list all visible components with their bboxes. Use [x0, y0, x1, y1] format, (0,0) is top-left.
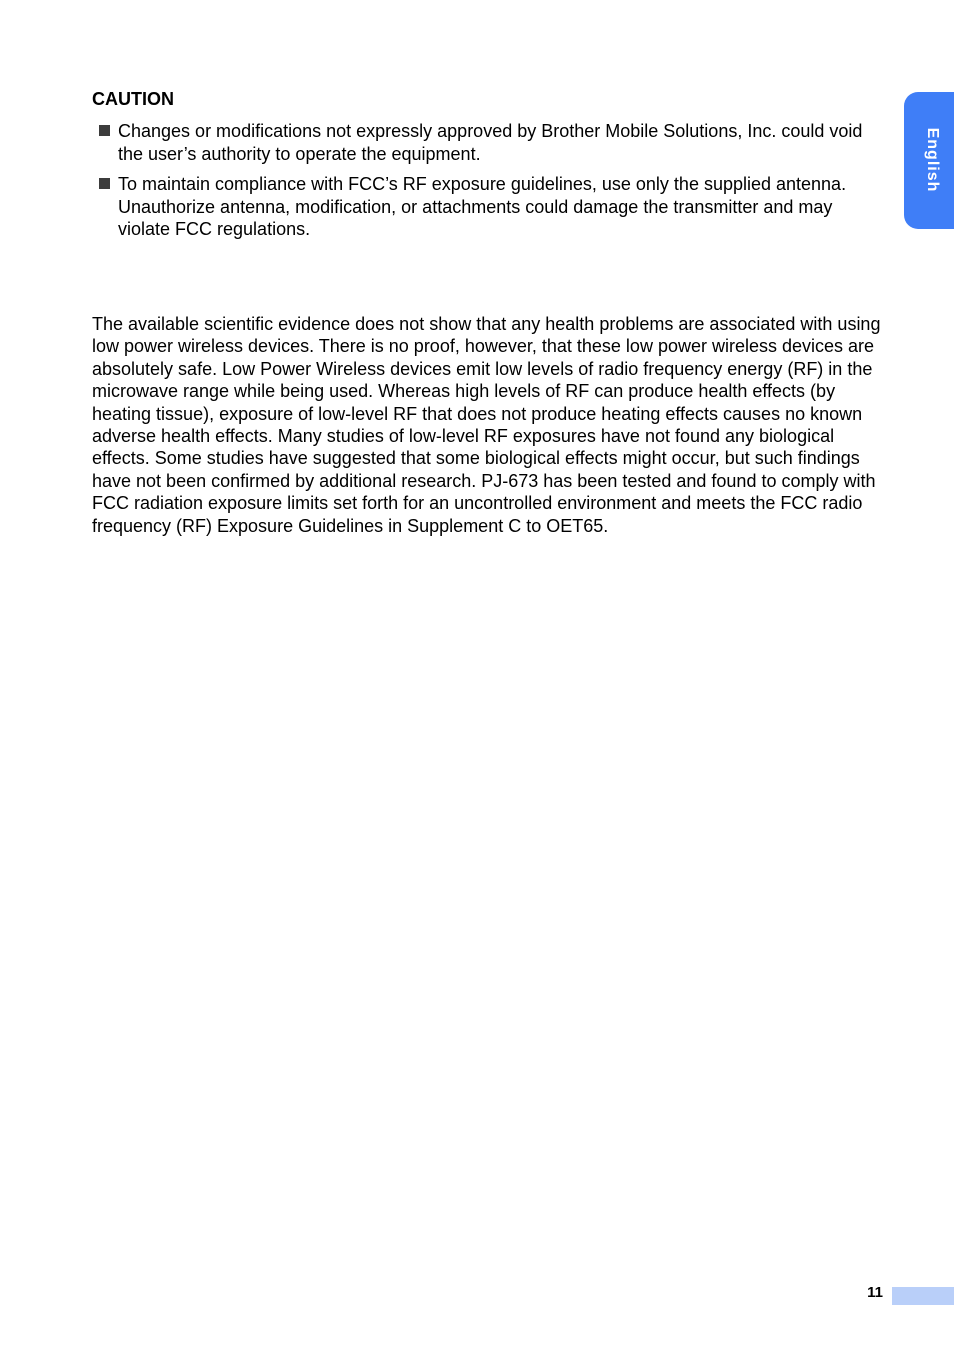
page-number-bar — [892, 1287, 954, 1305]
list-item — [92, 173, 882, 241]
rf-exposure-paragraph: The available scientific evidence does not show that any health problems are associated with using low power wireless devices. There is no proof, however, that these low power wireless devices are absolutely safe. Low Power Wireless devices emit low levels of radio frequency energy (RF) in the microwave range while being used. Whereas high levels of RF can produce health effects (by heating tissue), exposure of low-level RF that does not produce heating effects causes no known adverse health effects. Many studies of low-level RF exposures have not found any biological effects. Some studies have suggested that some biological effects might occur, but such findings have not been confirmed by additional research. PJ-673 has been tested and found to comply with FCC radiation exposure limits set forth for an uncontrolled environment and meets the FCC radio frequency (RF) Exposure Guidelines in Supplement C to OET65. — [92, 314, 881, 536]
list-item — [92, 120, 882, 165]
language-tab-label: English — [924, 127, 941, 193]
caution-item-text: Changes or modifications not expressly approved by Brother Mobile Solutions, Inc. could void the user’s authority to operate the equipment. — [118, 121, 863, 164]
caution-item-text: To maintain compliance with FCC’s RF exposure guidelines, use only the supplied antenna. Unauthorize antenna, modification, or attachments could damage the transmitter and may violate FCC regulations. — [118, 174, 847, 239]
caution-list — [92, 120, 882, 249]
square-bullet-icon — [99, 178, 110, 189]
page-number: 11 — [867, 1284, 883, 1301]
caution-heading: CAUTION — [92, 89, 174, 109]
square-bullet-icon — [99, 125, 110, 136]
